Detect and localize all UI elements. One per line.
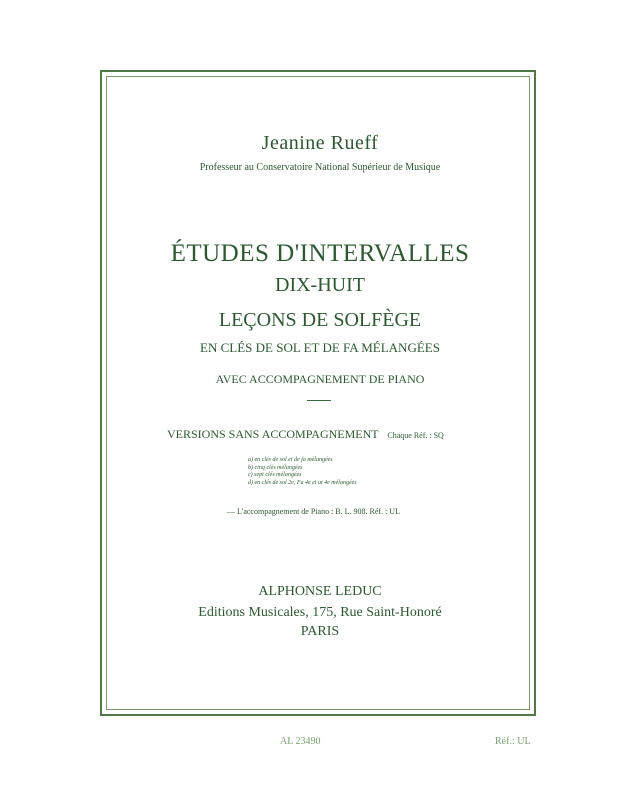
separator-rule	[307, 400, 331, 401]
accompaniment-note: — L'accompagnement de Piano : B. L. 908. Réf. : UL	[227, 507, 400, 516]
work-subtitle-2: LEÇONS DE SOLFÈGE	[218, 309, 422, 331]
variant-item: b) cinq clés mélangées	[248, 464, 303, 471]
versions-ref	[387, 431, 443, 440]
work-subtitle-3: EN CLÉS DE SOL ET DE FA MÉLANGÉES	[200, 340, 440, 355]
variant-item: a) en clés de sol et de fa mélangées	[248, 457, 333, 463]
publisher-address: Editions Musicales, 175, Rue Saint-Honoré	[198, 605, 442, 620]
cover-frame	[100, 70, 536, 716]
versions-heading-text: VERSIONS SANS ACCOMPAGNEMENT	[167, 427, 379, 441]
publisher-name: ALPHONSE LEDUC	[258, 584, 382, 599]
versions-heading	[167, 427, 444, 442]
catalog-ref: Réf.: UL	[495, 736, 531, 747]
work-subtitle-4: AVEC ACCOMPAGNEMENT DE PIANO	[215, 372, 425, 386]
publisher-city: PARIS	[300, 624, 340, 639]
variants-list	[248, 457, 357, 487]
versions-ref-label: Chaque	[387, 431, 412, 440]
author-title: Professeur au Conservatoire National Supérieur de Musique	[199, 162, 441, 173]
catalog-code: AL 23490	[280, 736, 321, 747]
author-name: Jeanine Rueff	[261, 132, 379, 154]
variant-item: c) sept clés mélangées	[248, 472, 302, 478]
work-title: ÉTUDES D'INTERVALLES	[170, 240, 470, 267]
work-subtitle-1: DIX-HUIT	[275, 274, 365, 296]
versions-ref-value: Réf. : SQ	[413, 431, 444, 440]
variant-item: d) en clés de sol 2e, Fa 4e et ut 4e mélangées	[248, 479, 357, 486]
